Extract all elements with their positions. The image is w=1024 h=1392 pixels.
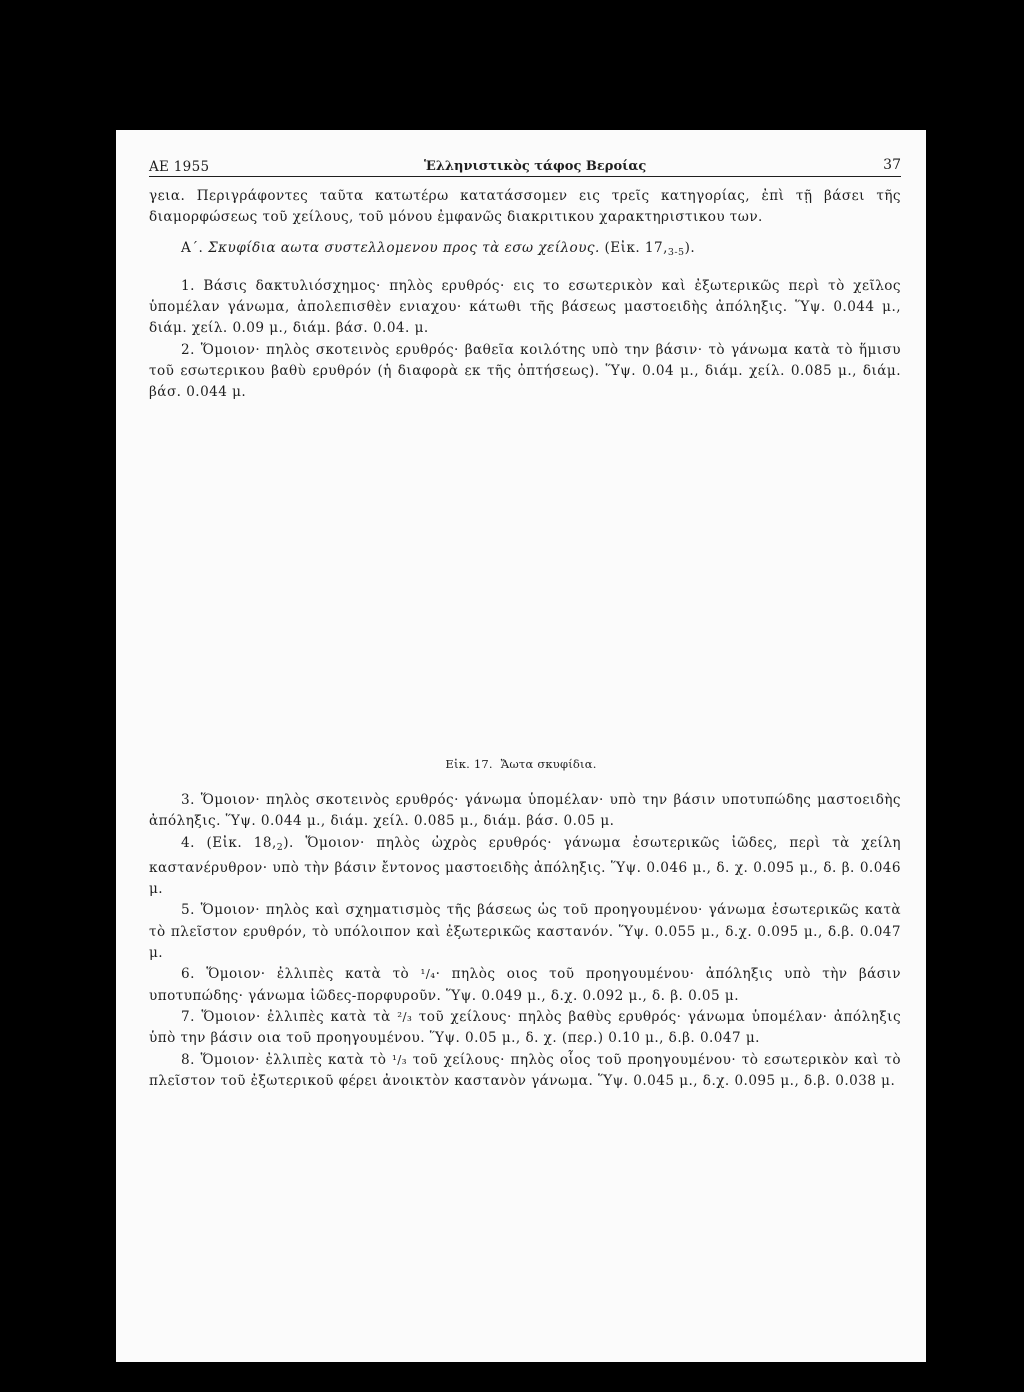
document-page bbox=[116, 130, 926, 1362]
item-6-post: · πηλὸς οιος τοῦ προηγουμένου· ἀπόληξις υπὸ τὴν βάσιν υποτυπώδης· γάνωμα ἰῶδες-πορφυροῦν. Ὕψ. 0.049 μ., δ.χ. 0.092 μ., δ. β. 0.05 μ. bbox=[149, 966, 902, 1004]
item-3: 3. Ὅμοιον· πηλὸς σκοτεινὸς ερυθρός· γάνωμα ὑπομέλαν· υπὸ την βάσιν υποτυπώδης μαστοειδὴς ἀπόληξις. Ὕψ. 0.044 μ., διάμ. χείλ. 0.085 μ., διάμ. βάσ. 0.05 μ. bbox=[149, 792, 901, 830]
section-figure-ref: (Εἰκ. 17, bbox=[604, 239, 668, 256]
item-6-pre: 6. Ὅμοιον· ἐλλιπὲς κατὰ τὸ bbox=[181, 966, 410, 983]
item-7 bbox=[149, 1007, 901, 1050]
item-4-post: ). Ὅμοιον· πηλὸς ὠχρὸς ερυθρός· γάνωμα ἐσωτερικῶς ἰῶδες, περὶ τὰ χείλη καστανέρυθρον· υπὸ τὴν βάσιν ἔντονος μαστοειδὴς ἀπόληξις. Ὕψ. 0.046 μ., δ. χ. 0.095 μ., δ. β. 0.046 μ. bbox=[149, 834, 901, 898]
intro-paragraph: γεια. Περιγράφοντες ταῦτα κατωτέρω κατατάσσομεν εις τρεῖς κατηγορίας, ἐπὶ τῇ βάσει τῆς διαμορφώσεως τοῦ χείλους, τοῦ μόνου ἐμφανῶς διακριτικου χαρακτηριστικου των. bbox=[149, 188, 901, 226]
journal-abbrev: ΑΕ 1955 bbox=[149, 159, 210, 175]
item-7-fraction: ²/₃ bbox=[397, 1009, 413, 1024]
header-rule bbox=[149, 176, 901, 177]
section-figure-ref-close: ). bbox=[684, 239, 696, 256]
page-number: 37 bbox=[883, 157, 901, 173]
item-5: 5. Ὅμοιον· πηλὸς καὶ σχηματισμὸς τῆς βάσεως ὡς τοῦ προηγουμένου· γάνωμα ἐσωτερικῶς κατὰ τὸ πλεῖστον ερυθρόν, τὸ υπόλοιπον καὶ ἐξωτερικῶς καστανόν. Ὕψ. 0.055 μ., δ.χ. 0.095 μ., δ.β. 0.047 μ. bbox=[149, 902, 901, 962]
upper-text-block bbox=[149, 186, 901, 404]
section-title: Σκυφίδια αωτα συστελλομενου προς τὰ εσω χείλους. bbox=[208, 239, 600, 256]
item-4-pre: 4. (Εἰκ. 18, bbox=[181, 834, 277, 851]
running-title: Ἑλληνιστικὸς τάφος Βεροίας bbox=[424, 159, 647, 174]
item-6-fraction: ¹/₄ bbox=[420, 967, 436, 982]
item-8-pre: 8. Ὅμοιον· ἐλλιπὲς κατὰ τὸ bbox=[181, 1051, 387, 1068]
item-4 bbox=[149, 833, 901, 901]
section-figure-ref-sub: 3-5 bbox=[667, 246, 685, 258]
item-8-post: τοῦ χείλους· πηλὸς οἷος τοῦ προηγουμένου· τὸ εσωτερικὸν καὶ τὸ πλεῖστον τοῦ ἐξωτερικοῦ φέρει ἀνοικτὸν καστανὸν γάνωμα. Ὕψ. 0.045 μ., δ.χ. 0.095 μ., δ.β. 0.038 μ. bbox=[149, 1051, 901, 1089]
item-6 bbox=[149, 964, 901, 1007]
figure-caption-text: Ἄωτα σκυφίδια. bbox=[500, 757, 597, 771]
item-7-post: τοῦ χείλους· πηλὸς βαθὺς ερυθρός· γάνωμα ὑπομέλαν· ἀπόληξις ὑπὸ την βάσιν οια τοῦ προηγουμένου. Ὕψ. 0.05 μ., δ. χ. (περ.) 0.10 μ., δ.β. 0.047 μ. bbox=[149, 1008, 902, 1047]
figure-caption bbox=[116, 757, 926, 771]
figure-caption-number: Εἰκ. 17. bbox=[445, 757, 493, 771]
item-4-sub: 2 bbox=[276, 841, 284, 853]
running-header bbox=[149, 157, 901, 177]
item-2: 2. Ὅμοιον· πηλὸς σκοτεινὸς ερυθρός· βαθεῖα κοιλότης υπὸ την βάσιν· τὸ γάνωμα κατὰ τὸ ἥμισυ τοῦ εσωτερικου βαθὺ ερυθρόν (ἡ διαφορὰ εκ τῆς ὀπτήσεως). Ὕψ. 0.04 μ., διάμ. χείλ. 0.085 μ., διάμ. βάσ. 0.044 μ. bbox=[149, 341, 901, 401]
section-number: Α΄. bbox=[181, 239, 204, 256]
lower-text-block bbox=[149, 790, 901, 1092]
section-a-heading bbox=[149, 238, 901, 263]
item-8-fraction: ¹/₃ bbox=[392, 1052, 408, 1067]
item-1: 1. Βάσις δακτυλιόσχημος· πηλὸς ερυθρός· εις το εσωτερικὸν καὶ ἐξωτερικῶς περὶ τὸ χεῖλος ὑπομέλαν γάνωμα, ἀπολεπισθὲν ενιαχου· κάτωθι τῆς βάσεως μαστοειδὴς ἀπόληξις. Ὕψ. 0.044 μ., διάμ. χείλ. 0.09 μ., διάμ. βάσ. 0.04. μ. bbox=[149, 277, 901, 337]
item-7-pre: 7. Ὅμοιον· ἐλλιπὲς κατὰ τὰ bbox=[181, 1008, 391, 1025]
item-8 bbox=[149, 1050, 901, 1093]
figure-17-area bbox=[149, 512, 901, 752]
